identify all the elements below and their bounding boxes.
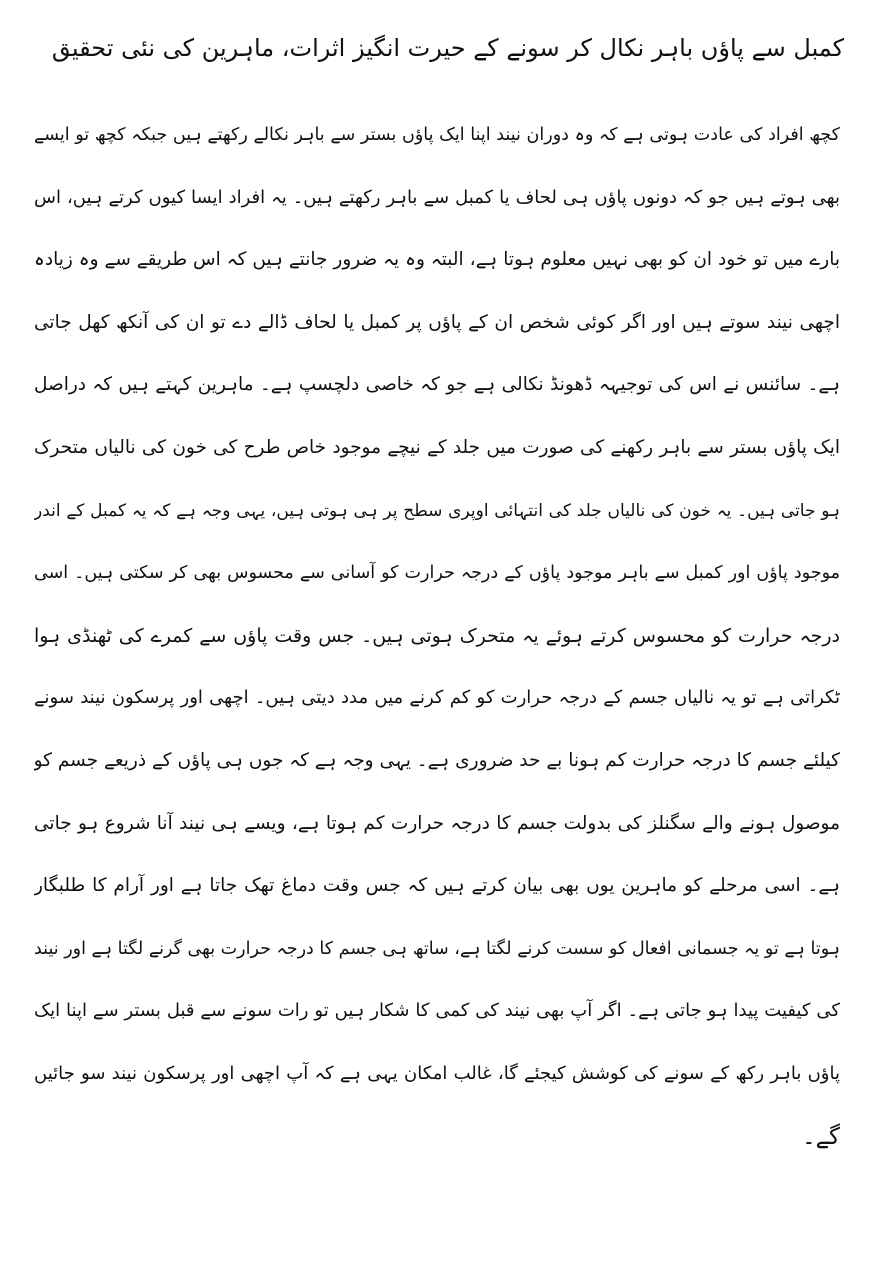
- body-line: ایک پاؤں بستر سے باہر رکھنے کی صورت میں جلد کے نیچے موجود خاص طرح کی خون کی نالیاں متحرک: [34, 436, 840, 458]
- body-line: بارے میں تو خود ان کو بھی نہیں معلوم ہوتا ہے، البتہ وہ یہ ضرور جانتے ہیں کہ اس طریقے سے وہ زیادہ: [34, 249, 840, 271]
- body-line: ہے۔ اسی مرحلے کو ماہرین یوں بھی بیان کرتے ہیں کہ جس وقت دماغ تھک جاتا ہے اور آرام کا طلبگار: [34, 875, 840, 897]
- body-line: ٹکراتی ہے تو یہ نالیاں جسم کے درجہ حرارت کو کم کرنے میں مدد دیتی ہیں۔ اچھی اور پرسکون نیند سونے: [34, 687, 840, 709]
- body-line: موجود پاؤں اور کمبل سے باہر موجود پاؤں کے درجہ حرارت کو آسانی سے محسوس بھی کر سکتی ہیں۔ اسی: [34, 563, 840, 584]
- body-line: کچھ افراد کی عادت ہوتی ہے کہ وہ دوران نیند اپنا ایک پاؤں بستر سے باہر نکالے رکھتے ہیں جبکہ کچھ تو ایسے: [34, 125, 840, 145]
- body-line-last: گے۔: [802, 1123, 840, 1150]
- body-line: اچھی نیند سوتے ہیں اور اگر کوئی شخص ان کے پاؤں پر کمبل یا لحاف ڈالے دے تو ان کی آنکھ کھل جاتی: [34, 311, 840, 333]
- body-line: پاؤں باہر رکھ کے سونے کی کوشش کیجئے گا، غالب امکان یہی ہے کہ آپ اچھی اور پرسکون نیند سو جائیں: [34, 1062, 840, 1084]
- body-line: بھی ہوتے ہیں جو کہ دونوں پاؤں ہی لحاف یا کمبل سے باہر رکھتے ہیں۔ یہ افراد ایسا کیوں کرتے ہیں، اس: [34, 186, 840, 208]
- body-line: درجہ حرارت کو محسوس کرتے ہوئے یہ متحرک ہوتی ہیں۔ جس وقت پاؤں سے کمرے کی ٹھنڈی ہوا: [34, 624, 840, 647]
- body-line: کی کیفیت پیدا ہو جاتی ہے۔ اگر آپ بھی نیند کی کمی کا شکار ہیں تو رات سونے سے قبل بستر سے اپنا ایک: [34, 1000, 840, 1022]
- body-line: موصول ہونے والے سگنلز کی بدولت جسم کا درجہ حرارت کم ہوتا ہے، ویسے ہی نیند آنا شروع ہو جاتی: [34, 812, 840, 834]
- body-line: ہو جاتی ہیں۔ یہ خون کی نالیاں جلد کی انتہائی اوپری سطح پر ہی ہوتی ہیں، یہی وجہ ہے کہ یہ کمبل کے اندر: [34, 500, 840, 521]
- body-line: ہوتا ہے تو یہ جسمانی افعال کو سست کرنے لگتا ہے، ساتھ ہی جسم کا درجہ حرارت بھی گرنے لگتا ہے اور نیند: [34, 938, 840, 959]
- body-line: ہے۔ سائنس نے اس کی توجیہہ ڈھونڈ نکالی ہے جو کہ خاصی دلچسپ ہے۔ ماہرین کہتے ہیں کہ دراصل: [34, 374, 840, 396]
- article-title: کمبل سے پاؤں باہر نکال کر سونے کے حیرت انگیز اثرات، ماہرین کی نئی تحقیق: [51, 34, 845, 62]
- body-line: کیلئے جسم کا درجہ حرارت کم ہونا بے حد ضروری ہے۔ یہی وجہ ہے کہ جوں ہی پاؤں کے ذریعے جسم کو: [34, 749, 840, 771]
- article-body: [34, 104, 840, 1168]
